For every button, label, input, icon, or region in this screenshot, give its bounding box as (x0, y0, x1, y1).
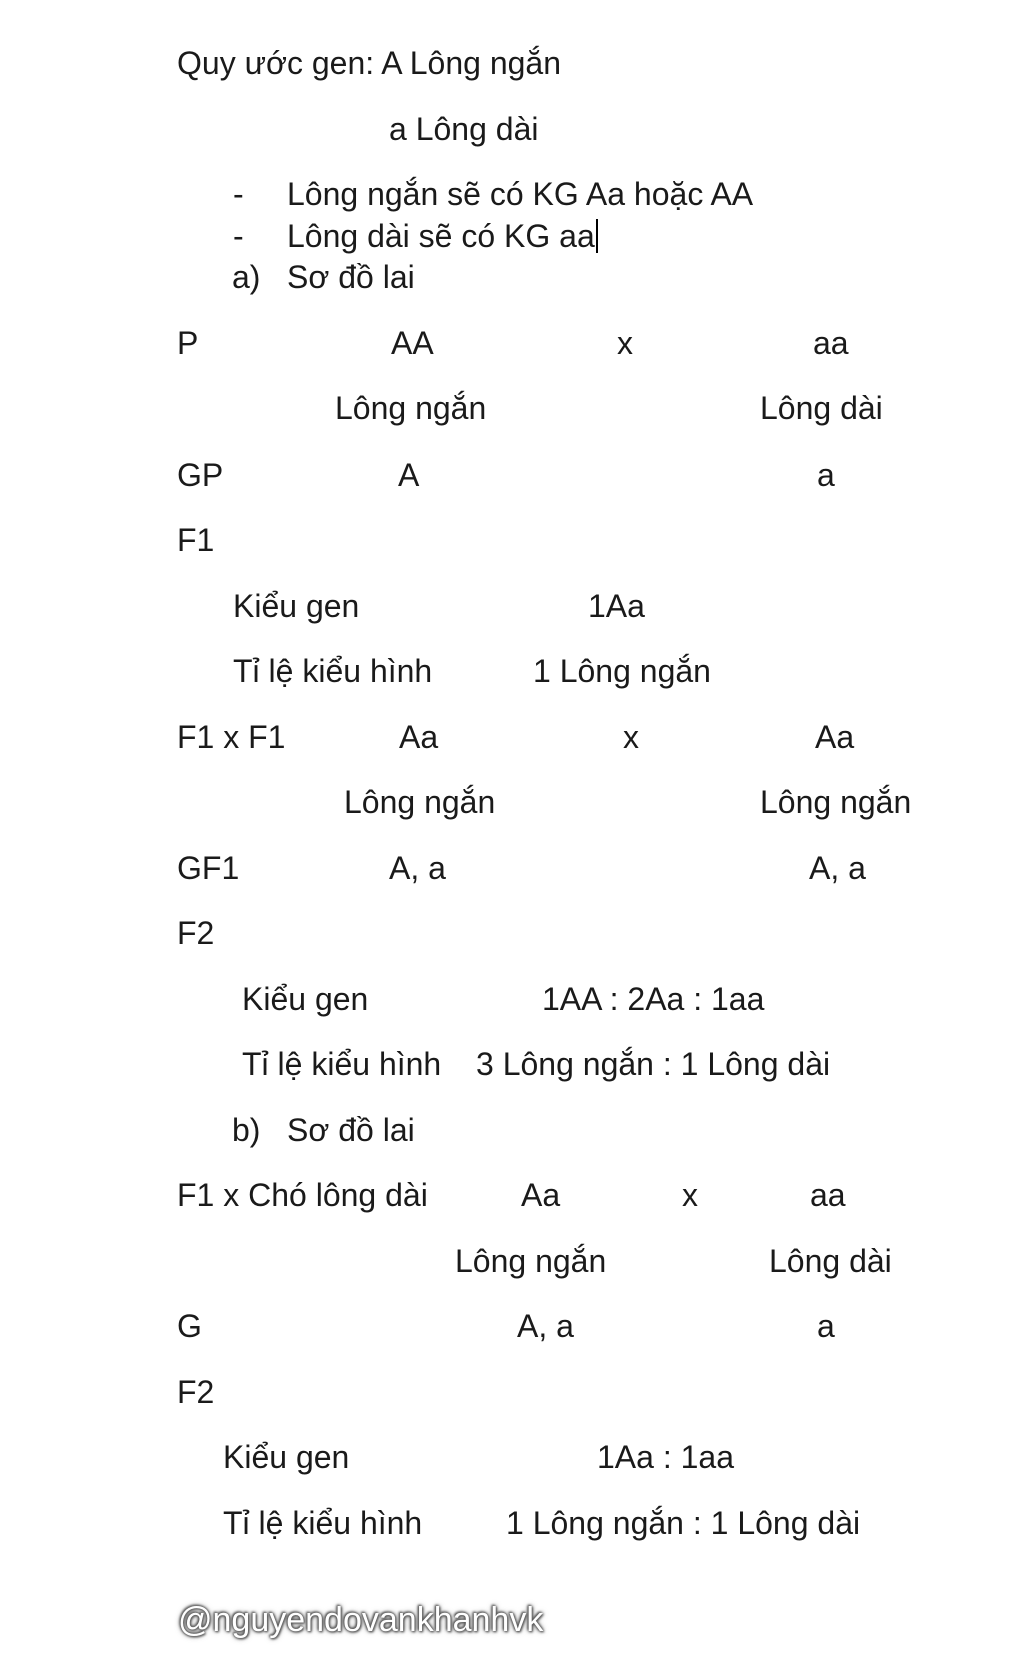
g-right: a (817, 1308, 835, 1344)
b-cross-right-genotype: aa (810, 1177, 846, 1213)
legend-line-2: a Lông dài (389, 111, 539, 147)
part-b-heading: Sơ đồ lai (287, 1112, 415, 1148)
watermark: @nguyendovankhanhvk (178, 1601, 544, 1639)
part-a-label: a) (232, 259, 261, 295)
bullet-2-text: Lông dài sẽ có KG aa (287, 218, 595, 254)
f2-phenotype: 3 Lông ngắn : 1 Lông dài (476, 1046, 831, 1082)
b-f2-phenotype-label: Tỉ lệ kiểu hình (223, 1505, 423, 1541)
gf1-label: GF1 (177, 850, 240, 886)
b-f2-phenotype: 1 Lông ngắn : 1 Lông dài (506, 1505, 861, 1541)
f2-label: F2 (177, 915, 215, 951)
part-b-label: b) (232, 1112, 261, 1148)
p-left-phenotype: Lông ngắn (335, 390, 487, 426)
f1-label: F1 (177, 522, 215, 558)
f1xf1-right-phenotype: Lông ngắn (760, 784, 912, 820)
f1-phenotype: 1 Lông ngắn (533, 653, 711, 689)
p-right-phenotype: Lông dài (760, 390, 883, 426)
legend-line-1: Quy ước gen: A Lông ngắn (177, 45, 562, 81)
b-f2-genotype-label: Kiểu gen (223, 1439, 350, 1475)
gp-right: a (817, 457, 835, 493)
gf1-left: A, a (389, 850, 446, 886)
f1xf1-label: F1 x F1 (177, 719, 286, 755)
f1xf1-left-genotype: Aa (399, 719, 439, 755)
f1-genotype: 1Aa (588, 588, 645, 624)
gp-label: GP (177, 457, 224, 493)
bullet-1-text: Lông ngắn sẽ có KG Aa hoặc AA (287, 176, 754, 212)
f1xf1-right-genotype: Aa (815, 719, 855, 755)
p-cross: x (617, 325, 633, 361)
p-label: P (177, 325, 199, 361)
b-cross-left-phenotype: Lông ngắn (455, 1243, 607, 1279)
p-right-genotype: aa (813, 325, 849, 361)
b-cross-symbol: x (682, 1177, 698, 1213)
f2-genotype-label: Kiểu gen (242, 981, 369, 1017)
text-cursor (596, 219, 598, 253)
bullet-2-line (287, 217, 598, 255)
f2-phenotype-label: Tỉ lệ kiểu hình (242, 1046, 442, 1082)
part-a-heading: Sơ đồ lai (287, 259, 415, 295)
g-left: A, a (517, 1308, 574, 1344)
b-cross-label: F1 x Chó lông dài (177, 1177, 428, 1213)
bullet-2-mark: - (233, 218, 244, 254)
b-cross-right-phenotype: Lông dài (769, 1243, 892, 1279)
b-cross-left-genotype: Aa (521, 1177, 561, 1213)
bullet-1-mark: - (233, 176, 244, 212)
f1xf1-left-phenotype: Lông ngắn (344, 784, 496, 820)
b-f2-genotype: 1Aa : 1aa (597, 1439, 734, 1475)
gp-left: A (398, 457, 420, 493)
f1-phenotype-label: Tỉ lệ kiểu hình (233, 653, 433, 689)
f1xf1-cross: x (623, 719, 639, 755)
f2-genotype: 1AA : 2Aa : 1aa (542, 981, 765, 1017)
f1-genotype-label: Kiểu gen (233, 588, 360, 624)
g-label: G (177, 1308, 202, 1344)
p-left-genotype: AA (391, 325, 434, 361)
gf1-right: A, a (809, 850, 866, 886)
b-f2-label: F2 (177, 1374, 215, 1410)
